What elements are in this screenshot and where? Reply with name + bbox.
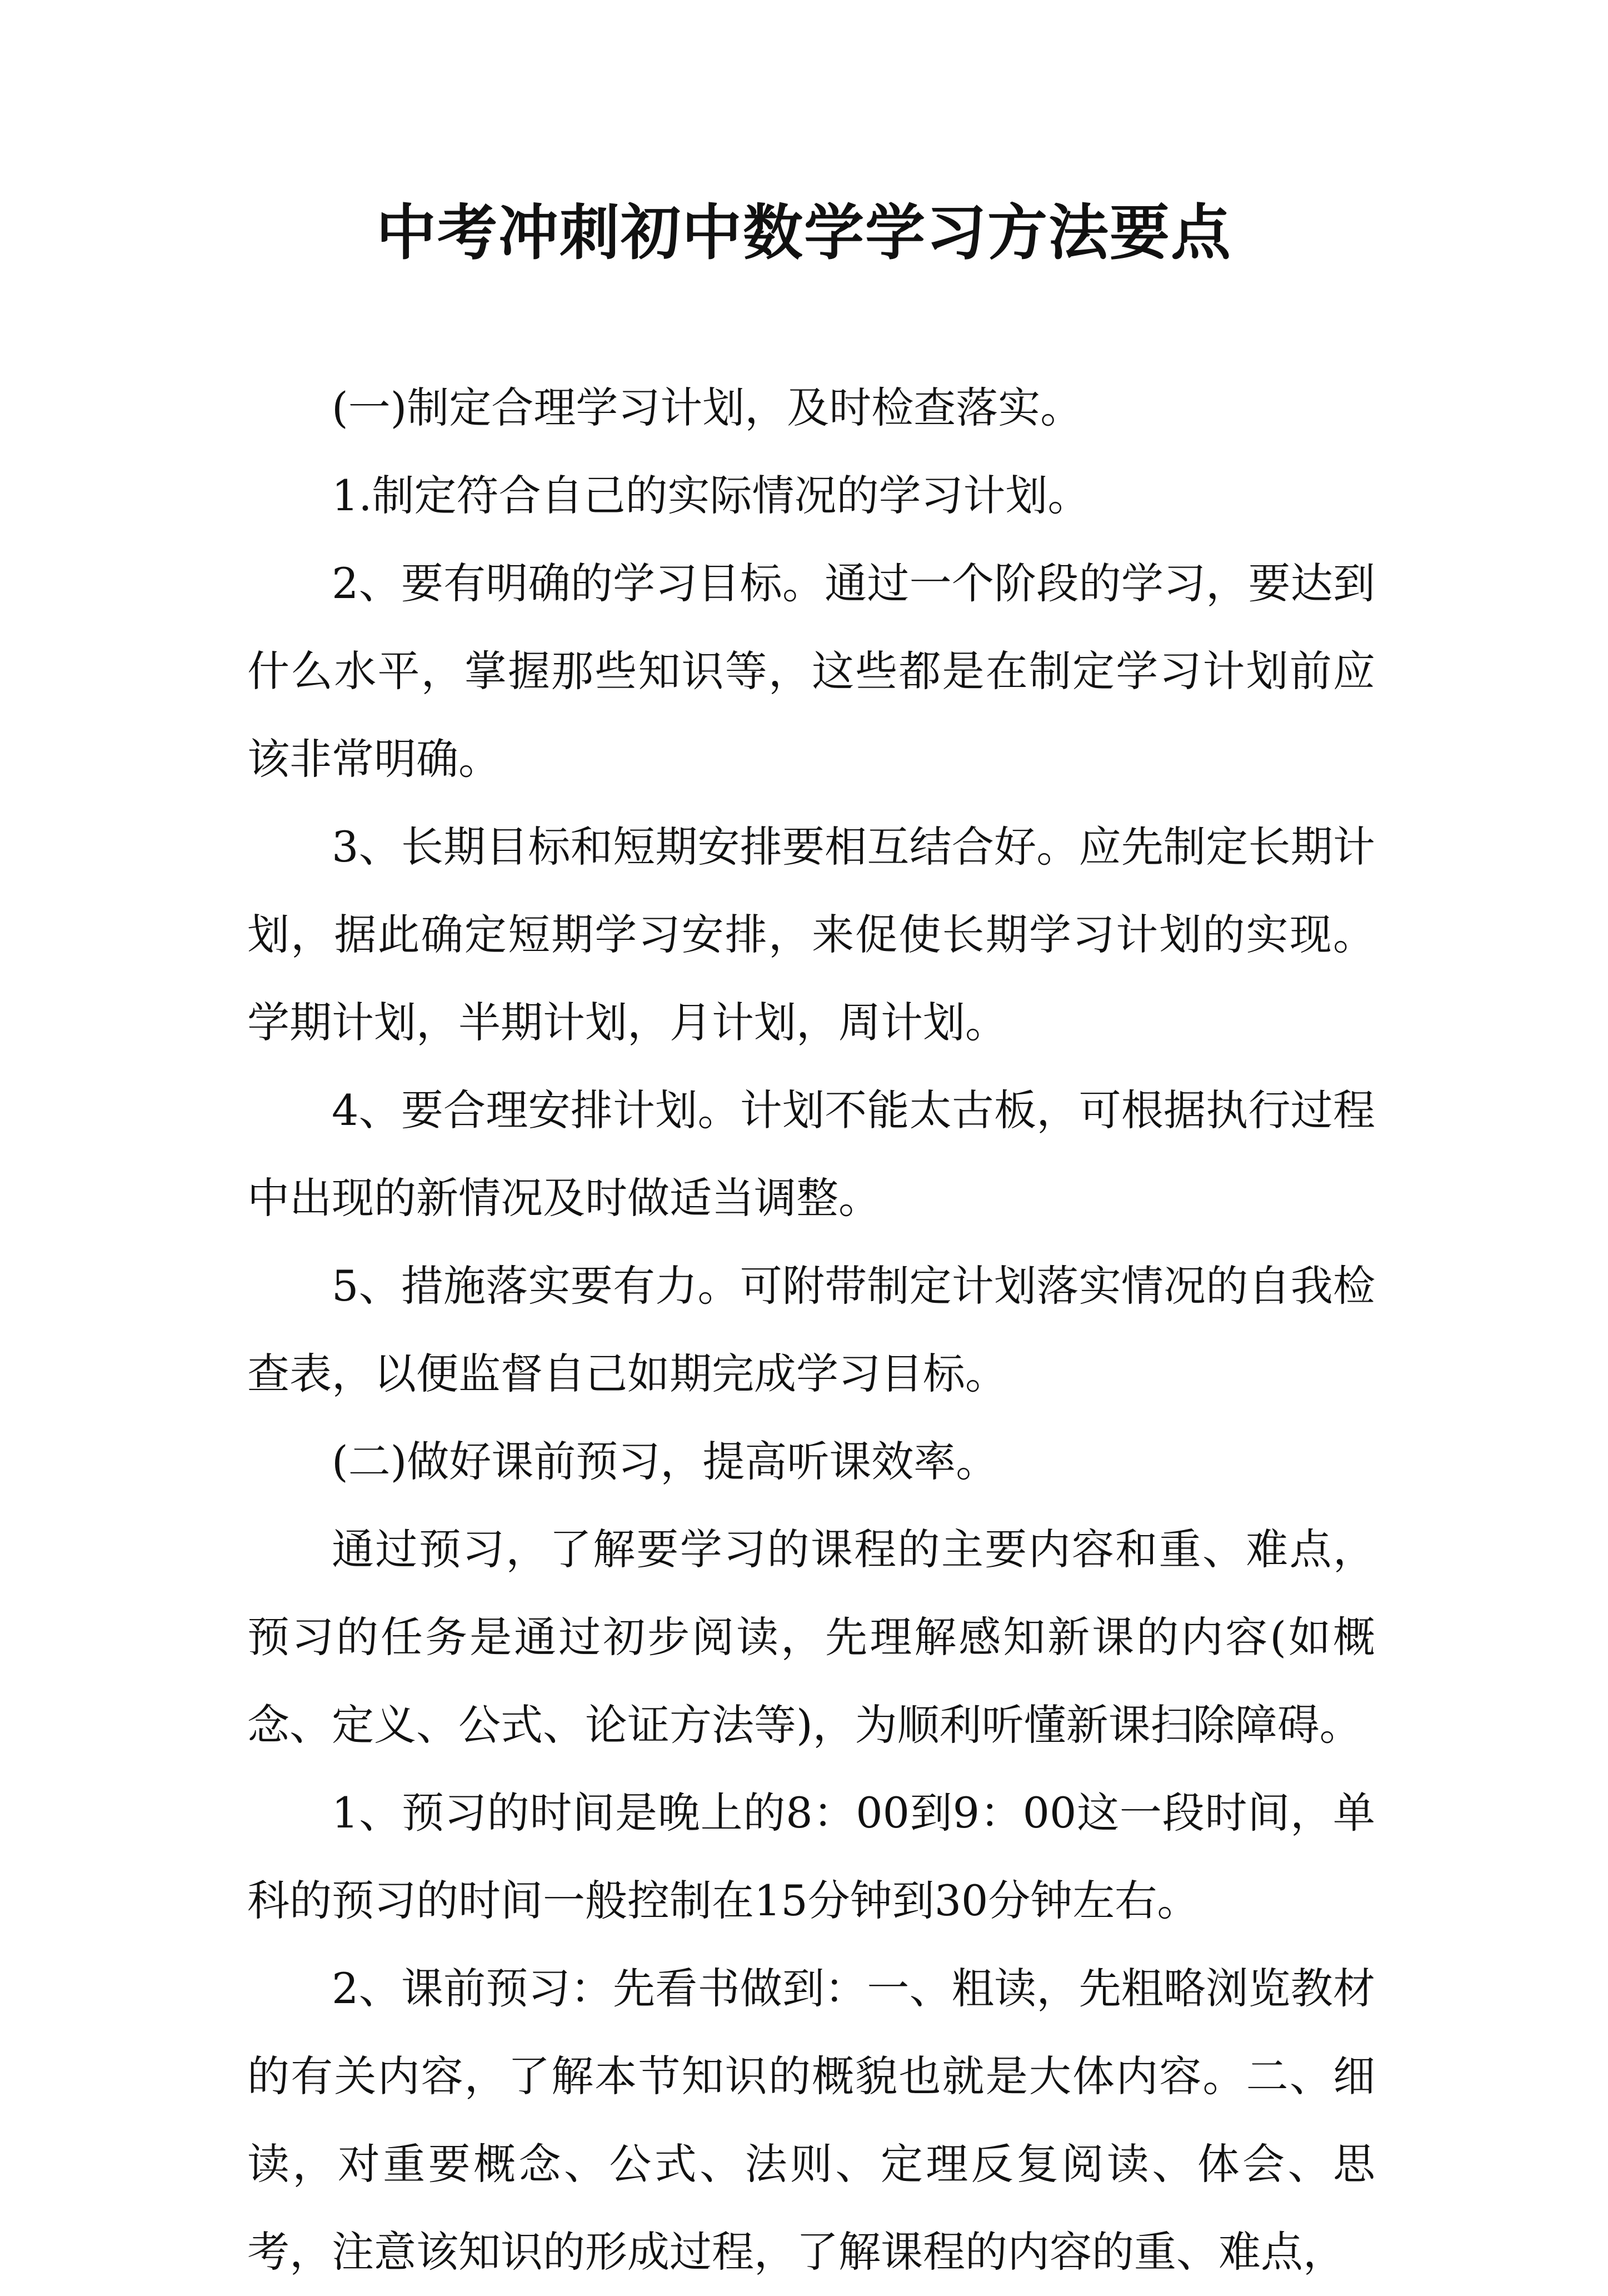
paragraph-item-4: 4、要合理安排计划。计划不能太古板，可根据执行过程中出现的新情况及时做适当调整。 — [247, 1085, 1375, 1223]
paragraph-section-1-heading: (一)制定合理学习计划，及时检查落实。 — [332, 383, 1083, 432]
paragraph-item-2: 2、要有明确的学习目标。通过一个阶段的学习，要达到什么水平，掌握那些知识等，这些都是在制定学习计划前应该非常明确。 — [247, 559, 1375, 784]
paragraph-preview-item-1: 1、预习的时间是晚上的8：00到9：00这一段时间，单科的预习的时间一般控制在15分钟到30分钟左右。 — [247, 1788, 1375, 1925]
paragraph-section-2-heading: (二)做好课前预习，提高听课效率。 — [332, 1437, 998, 1486]
paragraph-item-5: 5、措施落实要有力。可附带制定计划落实情况的自我检查表，以便监督自己如期完成学习目标。 — [247, 1261, 1375, 1398]
paragraph-preview-item-2: 2、课前预习：先看书做到：一、粗读，先粗略浏览教材的有关内容，了解本节知识的概貌也就是大体内容。二、细读，对重要概念、公式、法则、定理反复阅读、体会、思考，注意该知识的形成过程，了解课程的内容的重、难点， — [247, 1964, 1375, 2277]
paragraph-item-3: 3、长期目标和短期安排要相互结合好。应先制定长期计划，据此确定短期学习安排，来促使长期学习计划的实现。学期计划，半期计划，月计划，周计划。 — [247, 822, 1375, 1047]
paragraph-item-1: 1.制定符合自己的实际情况的学习计划。 — [332, 471, 1090, 520]
document-title: 中考冲刺初中数学学习方法要点 — [376, 198, 1232, 268]
paragraph-preview-intro: 通过预习，了解要学习的课程的主要内容和重、难点，预习的任务是通过初步阅读，先理解感知新课的内容(如概念、定义、公式、论证方法等)，为顺利听懂新课扫除障碍。 — [247, 1525, 1375, 1750]
document-body — [247, 364, 1375, 2296]
